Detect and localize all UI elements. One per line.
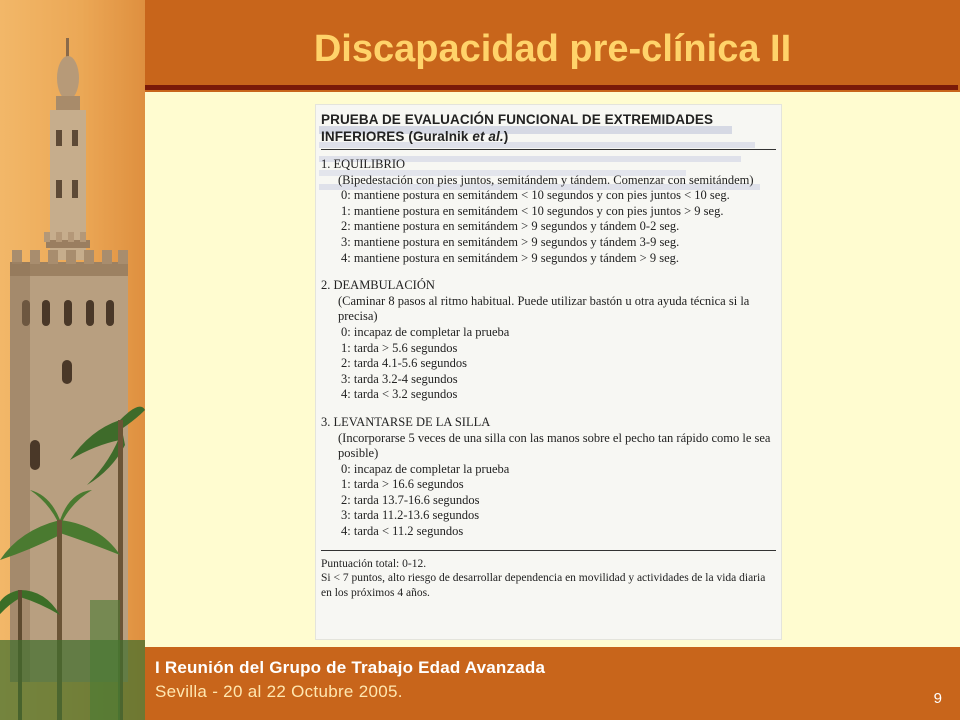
test-section [321,157,776,266]
heading-rule [321,149,776,150]
page-number: 9 [933,690,942,707]
section-description: (Bipedestación con pies juntos, semitándem y tándem. Comenzar con semitándem) [338,172,754,187]
score-option: 1: mantiene postura en semitándem < 10 segundos y con pies juntos > 9 seg. [341,203,724,218]
heading-line-2 [321,128,776,145]
section-title: 1. EQUILIBRIO [321,157,406,171]
total-score: Puntuación total: 0-12. [321,557,427,570]
heading-line-1: PRUEBA DE EVALUACIÓN FUNCIONAL DE EXTREMIDADES [321,112,714,127]
score-option: 3: mantiene postura en semitándem > 9 segundos y tándem 3-9 seg. [341,234,680,249]
slide-title: Discapacidad pre-clínica II [313,28,792,70]
footer-place-date: Sevilla - 20 al 22 Octubre 2005. [155,682,403,701]
document-heading [321,111,776,145]
footer-rule [321,550,776,551]
assessment-form [321,111,776,600]
title-divider [145,85,958,90]
scanned-document [315,104,782,640]
sections-list [321,157,776,540]
section-title: 2. DEAMBULACIÓN [321,278,435,293]
footer-event: I Reunión del Grupo de Trabajo Edad Avanzada [155,658,546,677]
score-option: 4: tarda < 3.2 segundos [341,387,458,402]
tower-illustration [0,0,145,720]
heading-close: ) [503,129,509,144]
section-description: (Caminar 8 pasos al ritmo habitual. Puede utilizar bastón u otra ayuda técnica si la precisa) [338,293,750,324]
section-description: (Incorporarse 5 veces de una silla con las manos sobre el pecho tan rápido como le sea posible) [338,430,771,461]
score-option: 0: mantiene postura en semitándem < 10 segundos y con pies juntos < 10 seg. [341,188,730,203]
score-option: 0: incapaz de completar la prueba [341,461,510,476]
heading-text: INFERIORES (Guralnik [321,129,473,144]
decorative-sidebar [0,0,145,720]
score-option: 1: tarda > 16.6 segundos [341,477,464,492]
score-option: 3: tarda 3.2-4 segundos [341,371,458,386]
score-option: 2: tarda 13.7-16.6 segundos [341,492,480,507]
score-option: 4: mantiene postura en semitándem > 9 segundos y tándem > 9 seg. [341,250,679,265]
score-option: 2: mantiene postura en semitándem > 9 segundos y tándem 0-2 seg. [341,219,680,234]
score-option: 4: tarda < 11.2 segundos [341,524,464,539]
section-title: 3. LEVANTARSE DE LA SILLA [321,414,491,429]
test-section [321,415,776,540]
content-area [145,92,960,647]
score-option: 1: tarda > 5.6 segundos [341,340,458,355]
score-option: 0: incapaz de completar la prueba [341,324,510,339]
test-section [321,278,776,403]
heading-citation: et al. [472,129,504,144]
score-option: 3: tarda 11.2-13.6 segundos [341,508,480,523]
score-option: 2: tarda 4.1-5.6 segundos [341,356,468,371]
risk-note: Si < 7 puntos, alto riesgo de desarrollar dependencia en movilidad y actividades de la vida diaria en los próximos 4 años. [321,572,766,599]
